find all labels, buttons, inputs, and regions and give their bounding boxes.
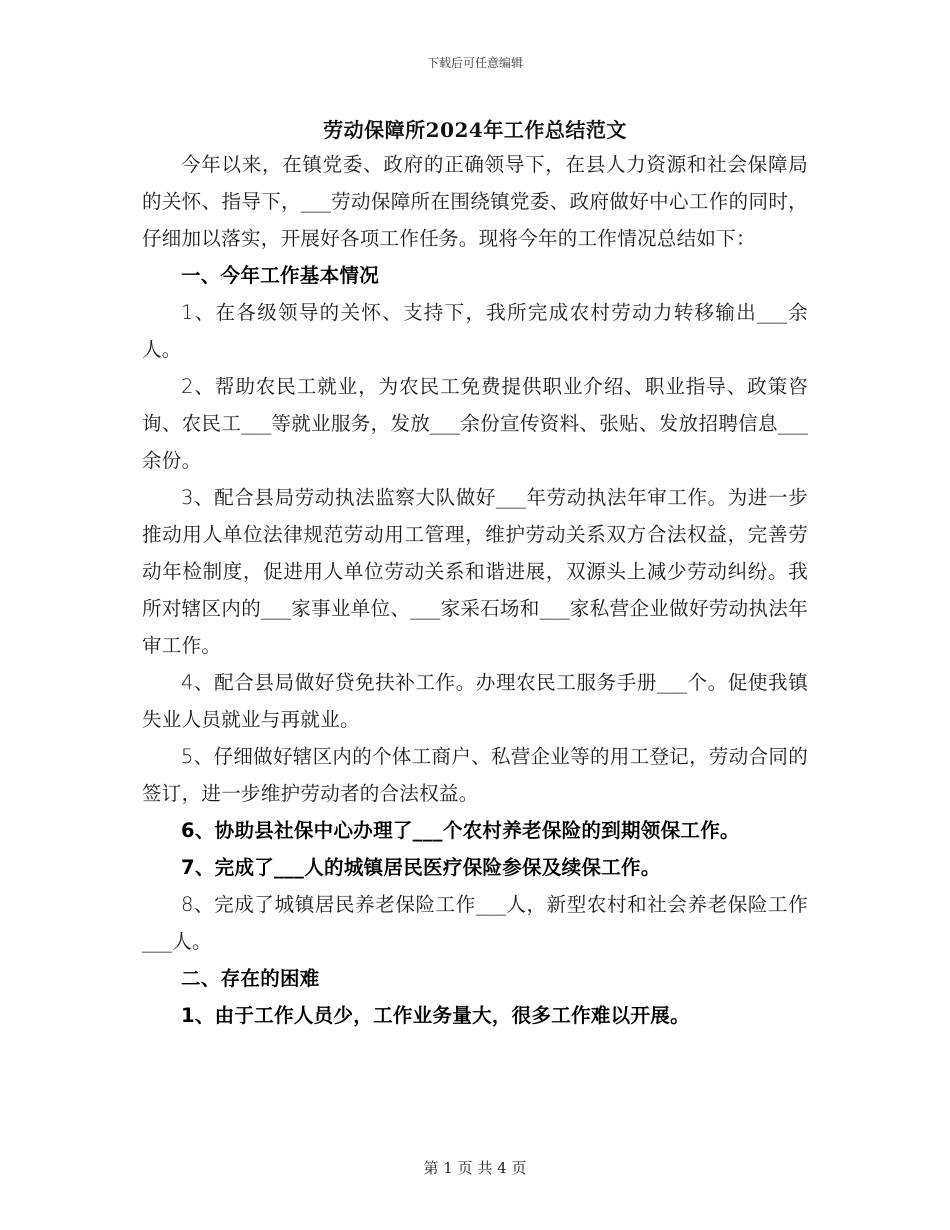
section-heading-basic-situation: 一、今年工作基本情况 <box>181 264 380 287</box>
paragraph-item-5: 5、仔细做好辖区内的个体工商户、私营企业等的用工登记，劳动合同的签订，进一步维护劳动者的合法权益。 <box>142 745 808 805</box>
paragraph-item-2: 2、帮助农民工就业，为农民工免费提供职业介绍、职业指导、政策咨询、农民工___等就业服务，发放___余份宣传资料、张贴、发放招聘信息___余份。 <box>142 375 808 472</box>
paragraph-item-6: 6、协助县社保中心办理了___个农村养老保险的到期领保工作。 <box>181 819 740 842</box>
document-title: 劳动保障所2024年工作总结范文 <box>323 118 627 142</box>
paragraph-item-1: 1、在各级领导的关怀、支持下，我所完成农村劳动力转移输出___余人。 <box>142 301 808 361</box>
paragraph-item-3: 3、配合县局劳动执法监察大队做好___年劳动执法年审工作。为进一步推动用人单位法律规范劳动用工管理，维护劳动关系双方合法权益，完善劳动年检制度，促进用人单位劳动关系和谐进展，双源头上减少劳动纠纷。我所对辖区内的___家事业单位、___家采石场和___家私营企业做好劳动执法年审工作。 <box>142 486 808 657</box>
paragraph-difficulty-1: 1、由于工作人员少，工作业务量大，很多工作难以开展。 <box>181 1004 690 1027</box>
paragraph-item-7: 7、完成了___人的城镇居民医疗保险参保及续保工作。 <box>181 856 661 879</box>
header-note: 下载后可任意编辑 <box>426 56 523 70</box>
document-body <box>142 146 808 1034</box>
section-heading-difficulties: 二、存在的困难 <box>181 967 320 990</box>
page-number-footer: 第 1 页 共 4 页 <box>423 1159 527 1177</box>
paragraph-item-8: 8、完成了城镇居民养老保险工作___人，新型农村和社会养老保险工作___人。 <box>142 893 808 953</box>
paragraph-intro: 今年以来，在镇党委、政府的正确领导下，在县人力资源和社会保障局的关怀、指导下，___劳动保障所在围绕镇党委、政府做好中心工作的同时，仔细加以落实，开展好各项工作任务。现将今年的工作情况总结如下： <box>142 153 808 250</box>
paragraph-item-4: 4、配合县局做好贷免扶补工作。办理农民工服务手册___个。促使我镇失业人员就业与再就业。 <box>142 671 808 731</box>
